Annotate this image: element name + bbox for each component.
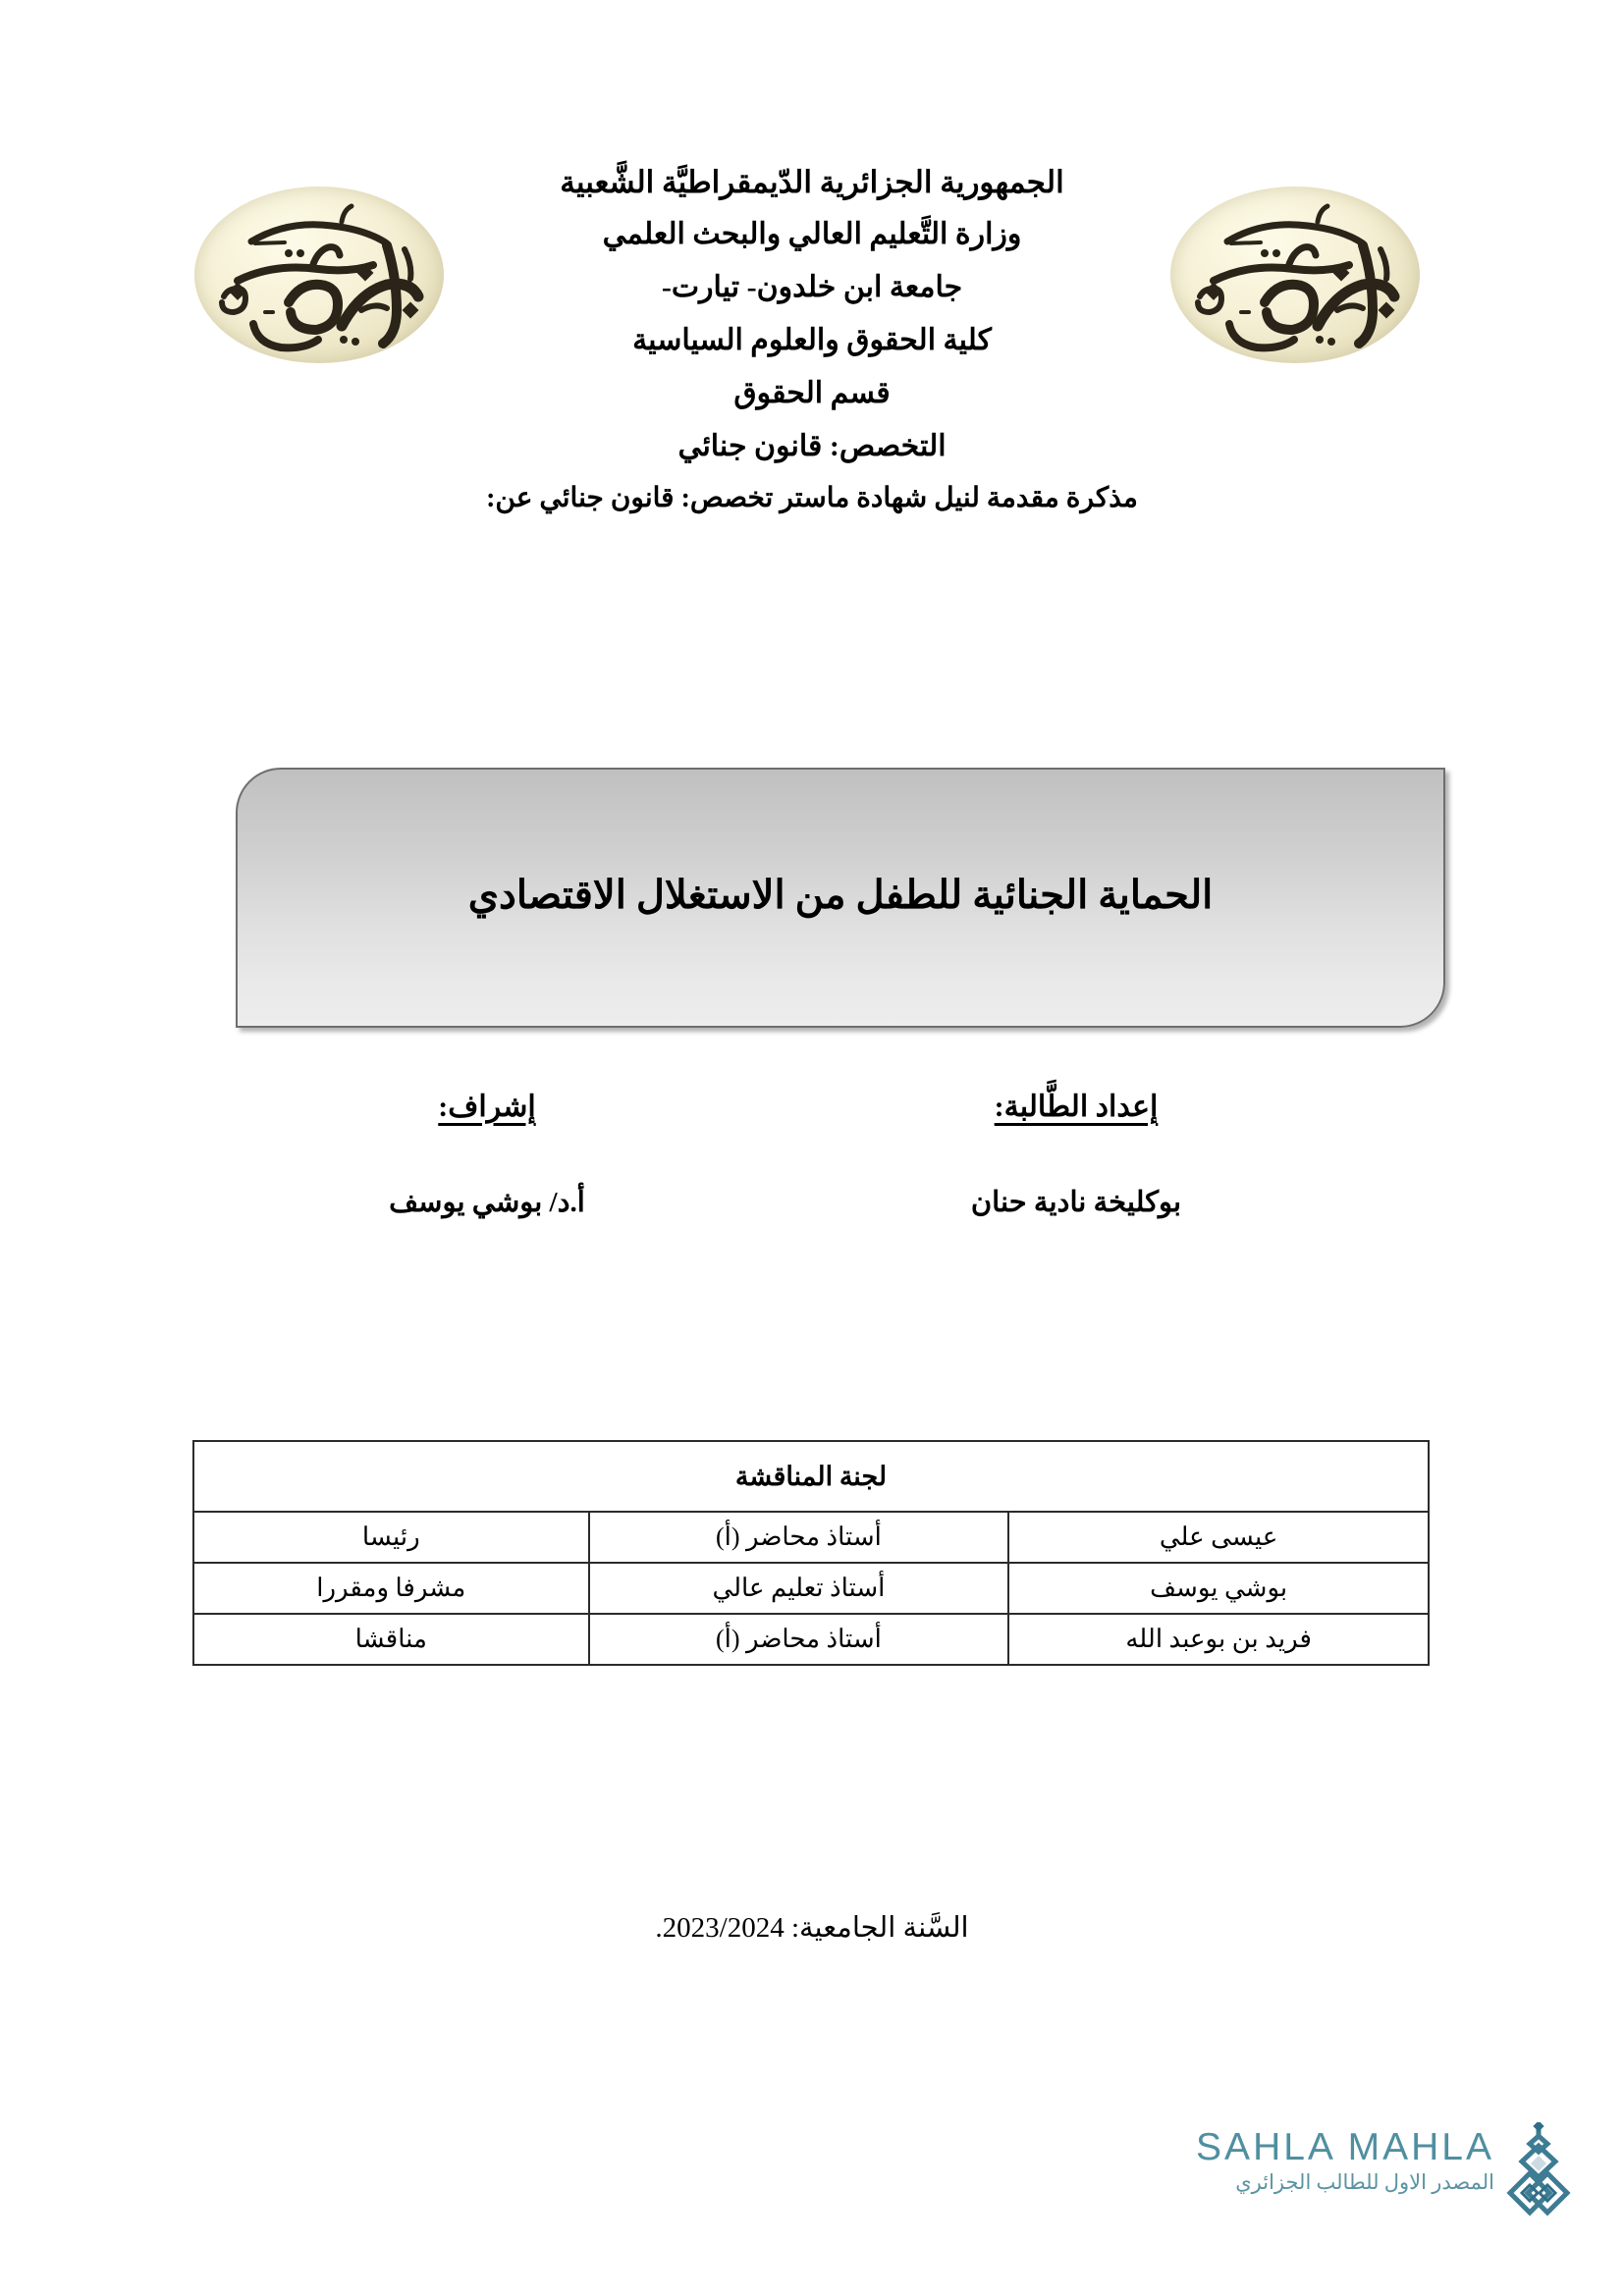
committee-member-name: بوشي يوسف: [1008, 1563, 1429, 1614]
committee-member-role: مشرفا ومقررا: [193, 1563, 589, 1614]
committee-member-rank: أستاذ محاضر (أ): [589, 1512, 1009, 1563]
committee-heading: لجنة المناقشة: [193, 1441, 1429, 1512]
header-line-specialty: التخصص: قانون جنائي: [677, 430, 947, 462]
people-section: [0, 1090, 1624, 1266]
table-row: [193, 1563, 1429, 1614]
thesis-title-box: [236, 768, 1445, 1028]
page-title: الحماية الجنائية للطفل من الاستغلال الاقتصادي: [467, 873, 1214, 917]
student-name: بوكليخة نادية حنان: [970, 1187, 1182, 1218]
sahla-mahla-watermark: [1164, 2128, 1577, 2246]
header-line-submission: مذكرة مقدمة لنيل شهادة ماستر تخصص: قانون جنائي عن:: [486, 483, 1138, 513]
sahla-mahla-logo-icon: [1500, 2122, 1577, 2228]
page-header: [0, 167, 1624, 599]
student-block: [821, 1090, 1331, 1219]
committee-member-rank: أستاذ تعليم عالي: [589, 1563, 1009, 1614]
student-label: إعداد الطَّالبة:: [994, 1091, 1159, 1123]
header-line-ministry: وزارة التَّعليم العالي والبحث العلمي: [602, 218, 1022, 250]
committee-member-name: فريد بن بوعبد الله: [1008, 1614, 1429, 1665]
committee-table: [192, 1440, 1430, 1666]
header-line-country: الجمهورية الجزائرية الدّيمقراطيَّة الشَّعبية: [560, 165, 1064, 199]
header-line-university: جامعة ابن خلدون- تيارت-: [661, 271, 963, 303]
supervisor-name: أ.د/ بوشي يوسف: [389, 1187, 585, 1218]
supervisor-label: إشراف:: [438, 1091, 536, 1123]
committee-heading-row: [193, 1441, 1429, 1512]
header-line-department: قسم الحقوق: [733, 377, 891, 409]
committee-member-name: عيسى علي: [1008, 1512, 1429, 1563]
table-row: [193, 1512, 1429, 1563]
watermark-brand: SAHLA MAHLA: [1196, 2126, 1494, 2168]
committee-member-role: مناقشا: [193, 1614, 589, 1665]
committee-member-role: رئيسا: [193, 1512, 589, 1563]
supervisor-block: [232, 1090, 742, 1219]
academic-year: السَّنة الجامعية: 2023/2024.: [655, 1912, 969, 1944]
watermark-text: [1170, 2128, 1494, 2193]
header-line-faculty: كلية الحقوق والعلوم السياسية: [632, 324, 992, 356]
committee-member-rank: أستاذ محاضر (أ): [589, 1614, 1009, 1665]
table-row: [193, 1614, 1429, 1665]
watermark-tagline: المصدر الاول للطالب الجزائري: [1235, 2170, 1494, 2194]
